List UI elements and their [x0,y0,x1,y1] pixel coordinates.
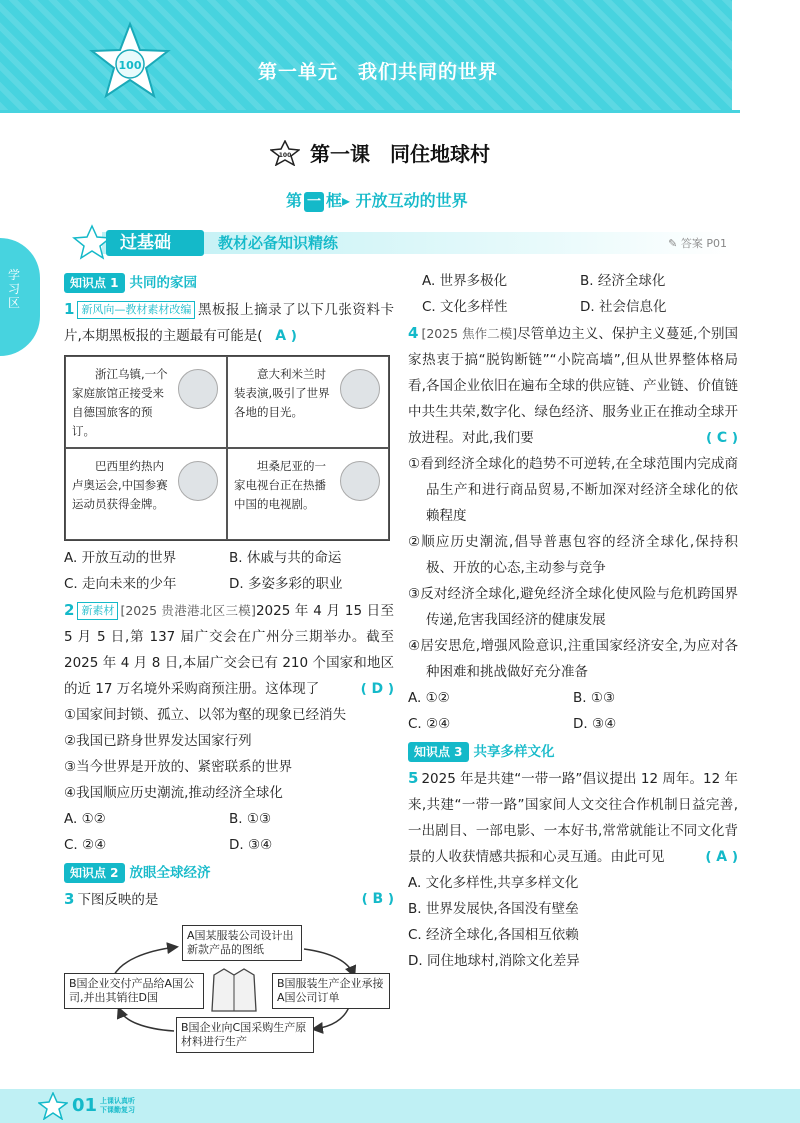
svg-text:100: 100 [118,59,142,72]
left-column [64,268,394,1049]
info-card [227,448,389,540]
option-b[interactable]: B. ①③ [229,811,272,827]
footer-note [100,1097,135,1115]
answer-letter: B [372,891,384,907]
answer-letter: A [275,328,287,344]
question-stem: 2025 年 4 月 15 日至 5 月 5 日,第 137 届广交会在广州分三期举办。截至 2025 年 4 月 8 日,本届广交会已有 210 个国家和地区的近 17 万名境外采购商预注册。这体现了 [64,603,394,697]
question-3 [64,886,394,913]
statement: ④我国顺应历史潮流,推动经济全球化 [64,785,283,801]
frame-number: 一 [304,192,324,212]
jacket-icon [212,969,256,1011]
option-d[interactable]: D. ③④ [573,716,617,732]
olympics-photo [178,461,218,501]
star-mascot-icon [88,20,172,104]
option-c[interactable]: C. 经济全球化,各国相互依赖 [408,927,579,943]
option-c[interactable]: C. ②④ [64,837,107,853]
card-text: 浙江乌镇,一个家庭旅馆正接受来自德国旅客的预订。 [72,367,168,438]
option-b[interactable]: B. ①③ [573,690,616,706]
flow-step-design: A国某服装公司设计出新款产品的图纸 [182,925,302,961]
kp-title: 共享多样文化 [473,744,555,760]
kp-badge: 知识点 3 [408,742,469,762]
right-column [408,268,738,974]
question-stem: 尽管单边主义、保护主义蔓延,个别国家热衷于搞“脱钩断链”“小院高墙”,但从世界整体格局看,各国企业依旧在遍布全球的供应链、产业链、价值链中共生共荣,数字化、绿色经济、服务业正在推动全球开放进程。对此,我们要 [408,326,738,446]
section-bar [70,224,735,260]
kp-title: 共同的家园 [129,275,198,291]
answer-letter: D [371,681,384,697]
answer-letter: C [716,430,728,446]
options [408,685,738,737]
tv-photo [340,461,380,501]
knowledge-point-2 [64,862,394,884]
lesson-title-text: 第一课 同住地球村 [310,142,490,166]
answer-reference: ✎ 答案 P01 [668,237,727,250]
side-tab-label: 学习区 [8,268,21,310]
option-d[interactable]: D. 多姿多彩的职业 [229,576,343,592]
knowledge-point-1 [64,272,394,294]
fashion-photo [340,369,380,409]
footer-note-line: 下课勤复习 [100,1106,135,1114]
answer-letter: A [716,849,728,865]
flow-step-materials: B国企业向C国采购生产原材料进行生产 [176,1017,314,1053]
question-number: 1 [64,300,75,318]
info-cards [64,355,390,541]
kp-badge: 知识点 2 [64,863,125,883]
option-b[interactable]: B. 经济全球化 [580,273,666,289]
statement: ①看到经济全球化的趋势不可逆转,在全球范围内完成商品生产和进行商品贸易,不断加深对经济全球化的依赖程度 [408,456,738,524]
question-tag: 新素材 [77,602,118,620]
page-footer [0,1089,800,1123]
answer-mark: ( B ) [361,891,394,907]
flow-step-delivery: B国企业交付产品给A国公司,并出其销往D国 [64,973,204,1009]
statement: ③当今世界是开放的、紧密联系的世界 [64,759,293,775]
question-number: 3 [64,890,75,908]
option-a[interactable]: A. 世界多极化 [422,273,508,289]
question-5 [408,765,738,870]
option-d[interactable]: D. 社会信息化 [580,299,667,315]
question-number: 2 [64,601,75,619]
question-2 [64,597,394,702]
info-card [65,356,227,448]
option-c[interactable]: C. ②④ [408,716,451,732]
question-stem: 黑板报上摘录了以下几张资料卡片,本期黑板报的主题最有可能是( [64,302,394,344]
statement: ④居安思危,增强风险意识,注重国家经济安全,为应对各种困难和挑战做好充分准备 [408,638,738,680]
option-c[interactable]: C. 走向未来的少年 [64,576,177,592]
question-source: [2025 贵港港北区三模] [120,603,256,618]
option-d[interactable]: D. ③④ [229,837,273,853]
option-b[interactable]: B. 世界发展快,各国没有壁垒 [408,901,579,917]
lesson-title [270,138,490,167]
hotel-photo [178,369,218,409]
star-badge-icon [270,140,300,166]
page-number: 01 [72,1095,98,1116]
supply-chain-diagram [64,919,394,1049]
option-d[interactable]: D. 同住地球村,消除文化差异 [408,953,580,969]
statement: ③反对经济全球化,避免经济全球化使风险与危机跨国界传递,危害我国经济的健康发展 [408,586,738,628]
section-badge: 过基础 [106,230,204,256]
answer-reference-text: 答案 P01 [680,237,727,250]
card-text: 坦桑尼亚的一家电视台正在热播中国的电视剧。 [234,459,326,511]
question-1 [64,296,394,349]
answer-mark: ( A ) [705,849,738,865]
option-b[interactable]: B. 休戚与共的命运 [229,550,342,566]
question-tag: 新风向—教材素材改编 [77,301,195,319]
option-a[interactable]: A. ①② [408,690,450,706]
svg-text:100: 100 [278,151,292,159]
info-card [227,356,389,448]
question-4 [408,320,738,451]
star-mascot-footer-icon [38,1092,68,1120]
options [408,268,738,320]
kp-badge: 知识点 1 [64,273,125,293]
answer-mark: A ) [275,328,297,344]
question-number: 5 [408,769,419,787]
side-tab-study-area[interactable] [0,238,40,356]
frame-prefix: 第 [286,191,303,210]
option-a[interactable]: A. 开放互动的世界 [64,550,177,566]
options [64,545,394,597]
answer-mark: ( C ) [705,430,738,446]
banner-underline [0,110,740,113]
footer-note-line: 上课认真听 [100,1097,135,1105]
answer-mark: ( D ) [360,681,394,697]
frame-suffix: 框▸ 开放互动的世界 [326,191,468,210]
question-stem: 2025 年是共建“一带一路”倡议提出 12 周年。12 年来,共建“一带一路”国家间人文交往合作机制日益完善,一出剧目、一部电影、一本好书,常常就能让不同文化背景的人收获情感共振和心灵互通。由此可见 [408,771,738,865]
kp-title: 放眼全球经济 [129,865,211,881]
statement: ①国家间封锁、孤立、以邻为壑的现象已经消失 [64,707,347,723]
options [64,806,394,858]
question-stem: 下图反映的是 [77,892,159,908]
knowledge-point-3 [408,741,738,763]
card-text: 意大利米兰时装表演,吸引了世界各地的目光。 [234,367,330,419]
frame-title [286,188,468,212]
options [408,870,738,974]
statement: ②我国已跻身世界发达国家行列 [64,733,252,749]
option-a[interactable]: A. ①② [64,811,106,827]
statement: ②顺应历史潮流,倡导普惠包容的经济全球化,保持积极、开放的心态,主动参与竞争 [408,534,738,576]
option-c[interactable]: C. 文化多样性 [422,299,508,315]
section-subtitle: 教材必备知识精练 [218,234,339,252]
question-number: 4 [408,324,419,342]
card-text: 巴西里约热内卢奥运会,中国参赛运动员获得金牌。 [72,459,168,511]
unit-title: 第一单元 我们共同的世界 [258,61,499,83]
question-source: [2025 焦作二模] [421,326,518,341]
option-a[interactable]: A. 文化多样性,共享多样文化 [408,875,579,891]
info-card [65,448,227,540]
flow-step-order: B国服装生产企业承接A国公司订单 [272,973,390,1009]
